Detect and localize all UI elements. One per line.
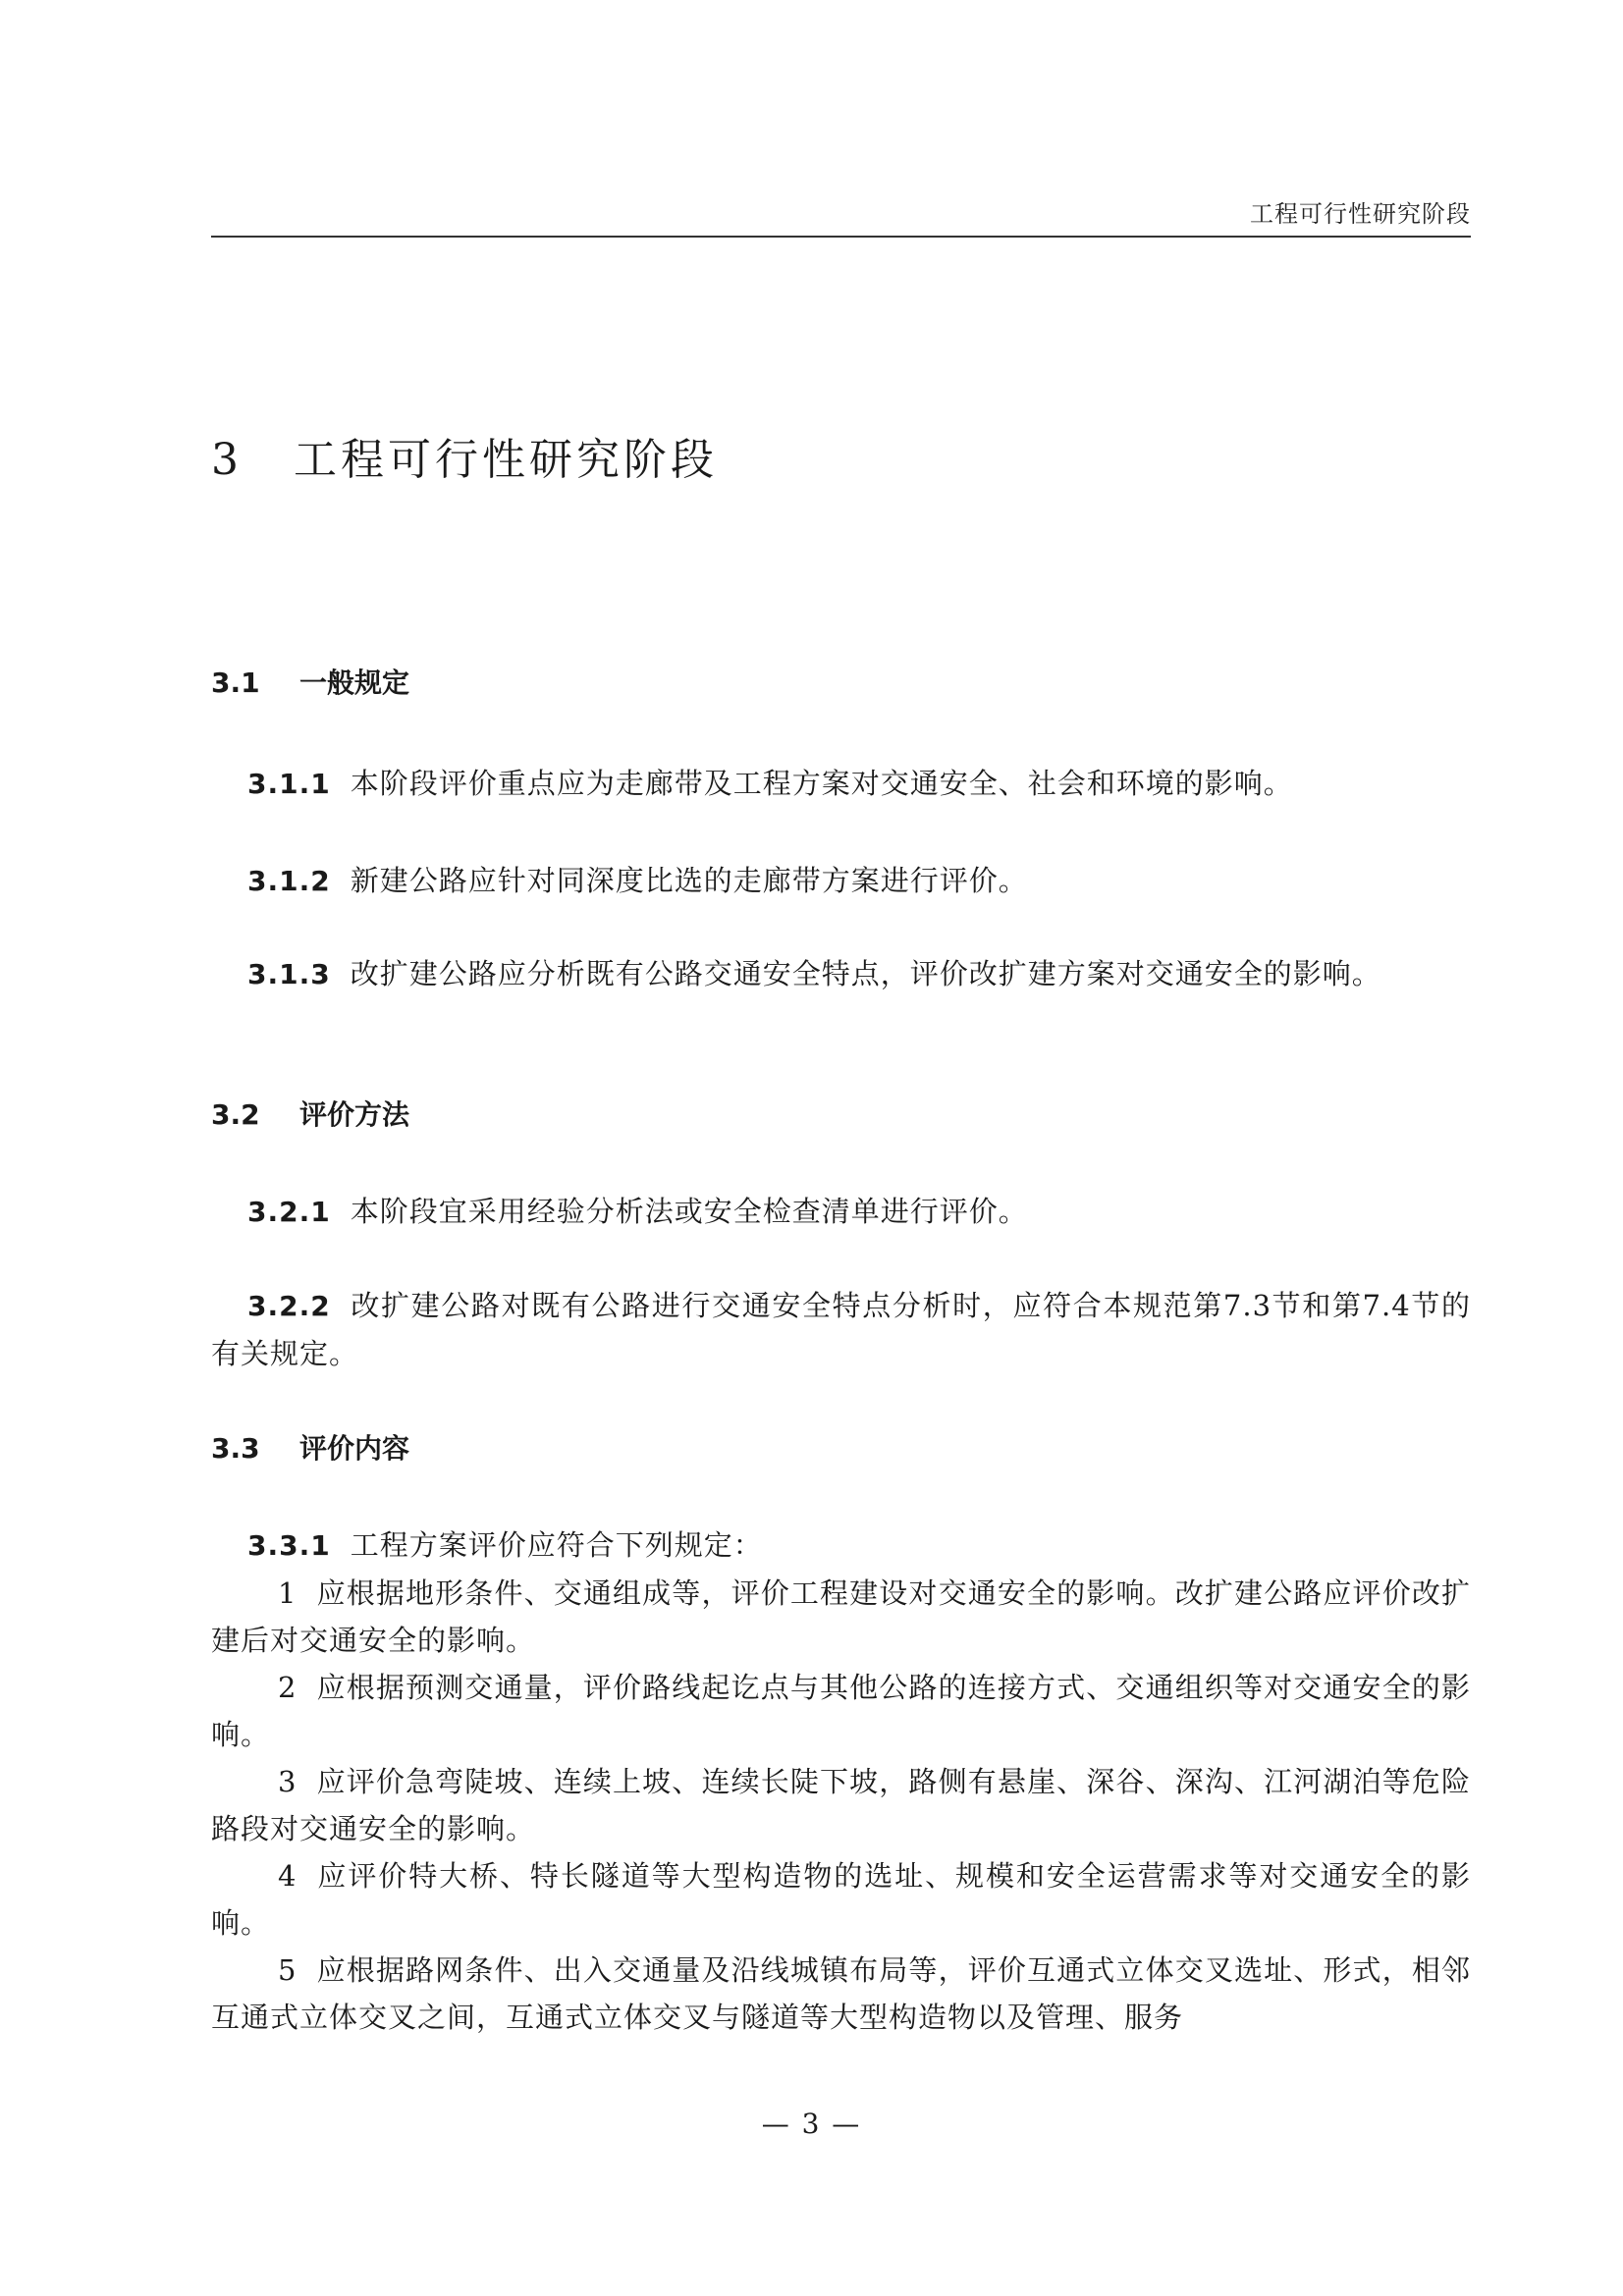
page-number: — 3 — [761,2108,862,2140]
list-item [211,1570,1471,1664]
section-heading [211,664,1471,703]
section-number: 3.1 [211,667,260,699]
chapter-number: 3 [211,435,243,485]
section-title: 评价方法 [299,1098,410,1131]
list-item [211,1758,1471,1852]
clause [211,760,1471,808]
list-item [211,1852,1471,1947]
clause-text: 工程方案评价应符合下列规定： [350,1528,763,1562]
item-text: 应根据地形条件、交通组成等，评价工程建设对交通安全的影响。改扩建公路应评价改扩建后对交通安全的影响。 [211,1576,1471,1657]
section-title: 一般规定 [299,667,410,699]
item-number: 5 [278,1953,298,1987]
clause-text: 改扩建公路对既有公路进行交通安全特点分析时，应符合本规范第7.3节和第7.4节的有关规定。 [211,1289,1471,1370]
item-number: 1 [278,1576,298,1610]
clause-text: 本阶段评价重点应为走廊带及工程方案对交通安全、社会和环境的影响。 [350,767,1293,800]
section-number: 3.2 [211,1098,260,1131]
clause [211,1522,1471,1570]
clause-text: 新建公路应针对同深度比选的走廊带方案进行评价。 [350,864,1028,897]
section-heading [211,1095,1471,1135]
clause-list [211,1522,1471,2041]
clause-number: 3.2.2 [247,1290,331,1322]
item-number: 2 [278,1671,298,1704]
clause [211,1188,1471,1236]
clause-text: 本阶段宜采用经验分析法或安全检查清单进行评价。 [350,1195,1028,1228]
list-item [211,1664,1471,1758]
clause-number: 3.1.3 [247,958,331,990]
clause [211,950,1471,998]
item-text: 应评价急弯陡坡、连续上坡、连续长陡下坡，路侧有悬崖、深谷、深沟、江河湖泊等危险路段对交通安全的影响。 [211,1765,1471,1845]
clause-number: 3.3.1 [247,1529,331,1562]
clause [211,857,1471,905]
section-number: 3.3 [211,1432,260,1465]
item-text: 应评价特大桥、特长隧道等大型构造物的选址、规模和安全运营需求等对交通安全的影响。 [211,1859,1471,1940]
list-item [211,1947,1471,2041]
running-header: 工程可行性研究阶段 [1250,200,1471,228]
item-number: 3 [278,1765,298,1798]
clause-number: 3.1.1 [247,768,331,800]
clause-number: 3.2.1 [247,1196,331,1228]
clause-text: 改扩建公路应分析既有公路交通安全特点，评价改扩建方案对交通安全的影响。 [350,957,1381,990]
header-rule [211,236,1471,238]
chapter-title-text: 工程可行性研究阶段 [294,435,718,485]
item-text: 应根据预测交通量，评价路线起讫点与其他公路的连接方式、交通组织等对交通安全的影响。 [211,1671,1471,1751]
clause [211,1282,1471,1377]
chapter-title [211,424,718,487]
section-heading [211,1429,1471,1468]
clause-number: 3.1.2 [247,865,331,897]
section-title: 评价内容 [299,1432,410,1465]
item-number: 4 [278,1859,298,1893]
item-text: 应根据路网条件、出入交通量及沿线城镇布局等，评价互通式立体交叉选址、形式，相邻互通式立体交叉之间，互通式立体交叉与隧道等大型构造物以及管理、服务 [211,1953,1471,2034]
